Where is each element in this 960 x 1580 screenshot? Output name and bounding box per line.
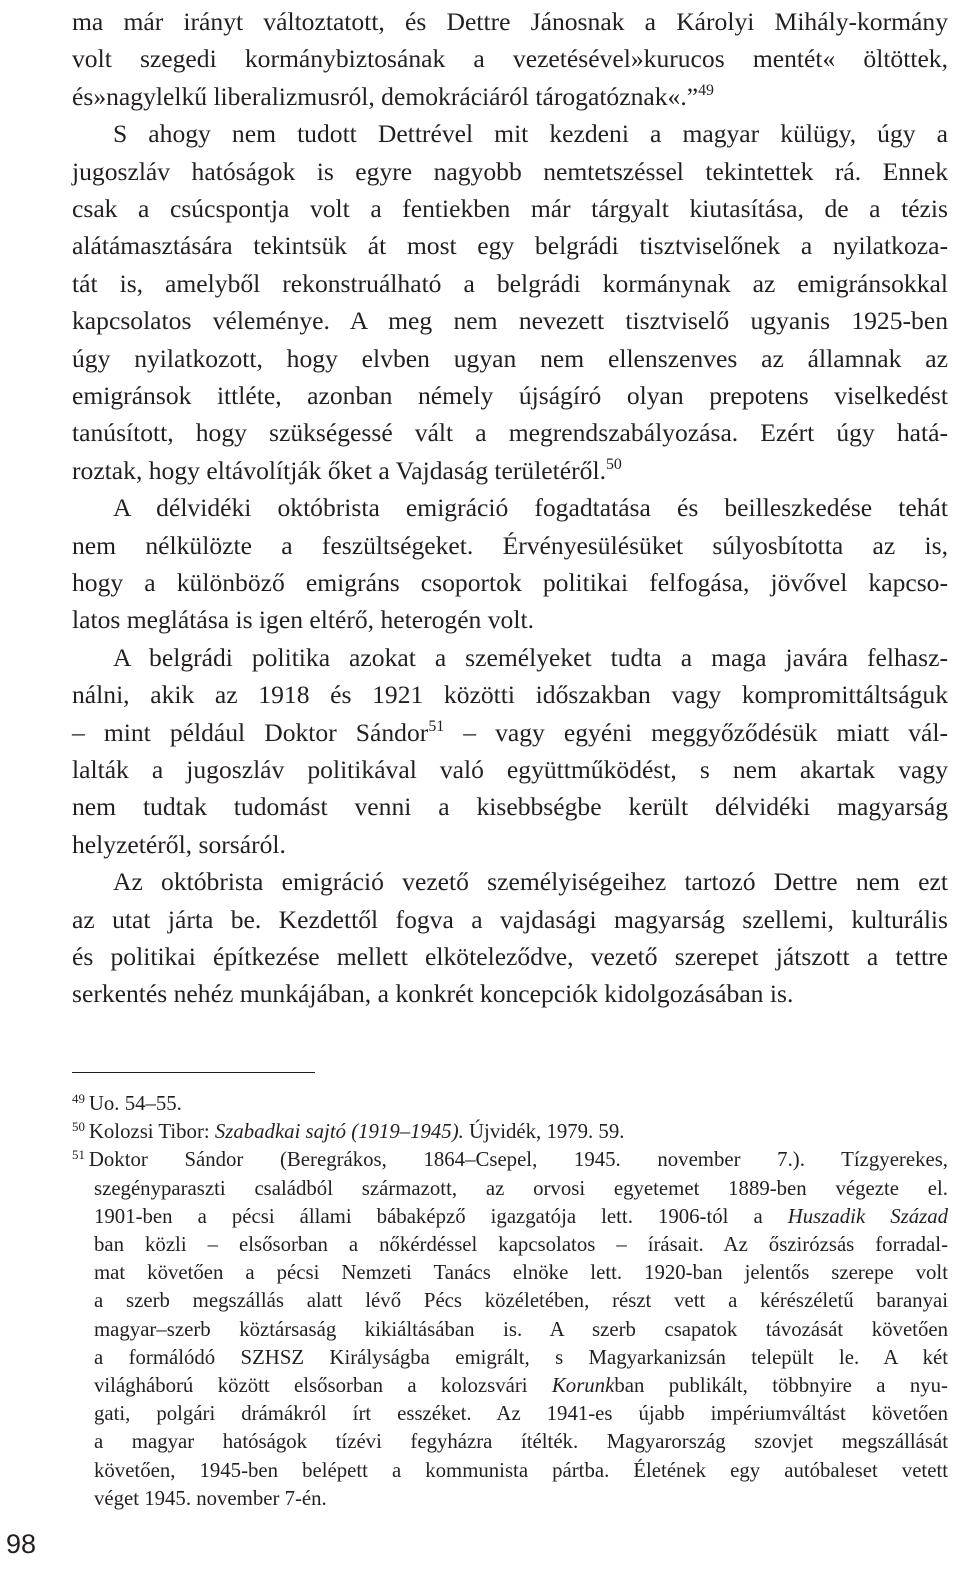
footnote-text: Uo. 54–55. (88, 1092, 182, 1115)
footnote-number: 50 (72, 1120, 85, 1135)
footnote-text: ban közli – elsősorban a nőkérdéssel kapcsolatos – írásait. Az őszirózsás forradal- (94, 1233, 948, 1256)
body-line-text: lalták a jugoszláv politikával való együttműködést, s nem akartak vagy (72, 755, 948, 784)
footnote-separator (72, 1072, 315, 1073)
footnote-text: szegényparaszti családból származott, az orvosi egyetemet 1889-ben végezte el. (94, 1176, 948, 1200)
body-line-text: jugoszláv hatóságok is egyre nagyobb nemtetszéssel tekintettek rá. Ennek (72, 156, 948, 186)
footnote-text: gati, polgári drámákról írt esszéket. Az 1941-es újabb impériumváltást követően (94, 1402, 948, 1426)
footnote-text: Újvidék, 1979. 59. (463, 1120, 625, 1144)
footnote-line (72, 1343, 948, 1372)
body-line (72, 527, 948, 565)
body-line (72, 452, 948, 490)
body-line (72, 78, 948, 116)
body-line (72, 3, 948, 41)
body-line-text: emigránsok ittléte, azonban némely újságíró olyan prepotens viselkedést (72, 381, 948, 410)
body-line (72, 826, 948, 864)
body-line (72, 975, 948, 1013)
footnote-line (72, 1258, 948, 1287)
body-line-text: és politikai építkezése mellett elköteleződve, vezető szerepet játszott a tettre (72, 942, 948, 971)
footnote-line (72, 1427, 948, 1456)
body-line-text: S ahogy nem tudott Dettrével mit kezdeni a magyar külügy, úgy a (113, 119, 948, 149)
footnote-text: mat követően a pécsi Nemzeti Tanács elnöke lett. 1920-ban jelentős szerepe volt (94, 1261, 948, 1285)
body-line (72, 938, 948, 976)
body-line-text: nem nélkülözte a feszültségeket. Érvényesülésüket súlyosbította az is, (72, 530, 948, 560)
body-line (72, 414, 948, 452)
footnote-italic-text: Szabadkai sajtó (1919–1945). (214, 1120, 464, 1144)
footnote-reference[interactable]: 50 (605, 455, 622, 473)
footnote-line (72, 1286, 948, 1315)
footnote-text: a magyar hatóságok tízévi fegyházra ítélték. Magyarország szovjet megszállását (94, 1430, 948, 1454)
body-line (72, 377, 948, 415)
body-line (72, 489, 948, 527)
body-line (72, 153, 948, 191)
body-line (72, 901, 948, 939)
body-line-text: ma már irányt változtatott, és Dettre Jánosnak a Károlyi Mihály-kormány (72, 7, 948, 36)
body-line-text: és»nagylelkű liberalizmusról, demokráciáról tárogatóznak«.” (72, 81, 699, 111)
body-line (72, 788, 948, 826)
body-line-text: tát is, amelyből rekonstruálható a belgrádi kormánynak az emigránsokkal (72, 268, 948, 298)
footnote-text: magyar–szerb köztársaság kikiáltásában is. A szerb csapatok távozását követően (94, 1317, 948, 1341)
page-number: 98 (6, 1529, 37, 1559)
body-line-text: hogy a különböző emigráns csoportok politikai felfogása, jövővel kapcso- (72, 568, 948, 597)
body-line (72, 751, 948, 789)
footnote-line (72, 1117, 948, 1146)
body-line-text: A délvidéki októbrista emigráció fogadtatása és beilleszkedése tehát (113, 493, 948, 523)
footnote-text: Doktor Sándor (Beregrákos, 1864–Csepel, 1945. november 7.). Tízgyerekes, (88, 1148, 948, 1172)
body-line-text: A belgrádi politika azokat a személyeket tudta a maga javára felhasz- (113, 642, 948, 672)
footnote-line (72, 1145, 948, 1174)
body-line (72, 115, 948, 153)
footnote-text: 1901-ben a pécsi állami bábaképző igazgatója lett. 1906-tól a (94, 1204, 788, 1228)
body-line-text: – mint például Doktor Sándor (72, 717, 429, 747)
body-line-text: kapcsolatos véleménye. A meg nem nevezett tisztviselő ugyanis 1925-ben (72, 306, 948, 336)
body-line (72, 863, 948, 901)
footnote-reference[interactable]: 49 (698, 81, 714, 99)
footnote-line (72, 1174, 948, 1203)
footnote-line (72, 1315, 948, 1344)
body-line-text: volt szegedi kormánybiztosának a vezetésével»kurucos mentét« öltöttek, (72, 44, 948, 74)
footnote-line (72, 1399, 948, 1428)
footnote-text: Kolozsi Tibor: (88, 1120, 215, 1144)
footnote-text: ban publikált, többnyire a nyu- (614, 1374, 948, 1397)
footnote-text: világháború között elsősorban a kolozsvári (94, 1374, 552, 1397)
body-line-text: nem tudtak tudomást venni a kisebbségbe került délvidéki magyarság (72, 792, 948, 822)
footnote-text: a szerb megszállás alatt lévő Pécs közéletében, részt vett a kérészéletű baranyai (94, 1289, 948, 1313)
body-line (72, 302, 948, 340)
footnote-line (72, 1202, 948, 1231)
footnote-italic-text: Korunk (551, 1374, 615, 1397)
body-line-text: Az októbrista emigráció vezető személyiségeihez tartozó Dettre nem ezt (113, 867, 948, 897)
body-line (72, 265, 948, 303)
footnote-number: 51 (72, 1148, 85, 1163)
footnote-line (72, 1230, 948, 1259)
body-line-text: tanúsított, hogy szükségessé vált a megrendszabályozása. Ezért úgy hatá- (72, 418, 948, 448)
body-line (72, 564, 948, 602)
body-line (72, 714, 948, 752)
body-line-text: latos meglátása is igen eltérő, heterogén volt. (72, 605, 534, 635)
footnote-text: a formálódó SZHSZ Királyságba emigrált, s Magyarkanizsán települt le. A két (94, 1345, 948, 1369)
body-line (72, 639, 948, 677)
body-line-text: alátámasztására tekintsük át most egy belgrádi tisztviselőnek a nyilatkoza- (72, 231, 948, 261)
body-line-text: úgy nyilatkozott, hogy elvben ugyan nem ellenszenves az államnak az (72, 343, 948, 373)
footnote-text: követően, 1945-ben belépett a kommunista pártba. Életének egy autóbaleset vetett (94, 1458, 948, 1482)
body-line (72, 340, 948, 378)
body-line-text: csak a csúcspontja volt a fentiekben már tárgyalt kiutasítása, de a tézis (72, 194, 948, 223)
body-line (72, 227, 948, 265)
body-line-text: nálni, akik az 1918 és 1921 közötti időszakban vagy kompromittáltságuk (72, 680, 948, 710)
body-line-text: helyzetéről, sorsáról. (72, 829, 286, 859)
body-line-text: serkentés nehéz munkájában, a konkrét koncepciók kidolgozásában is. (72, 979, 794, 1009)
body-line-text: – vagy egyéni meggyőződésük miatt vál- (444, 717, 948, 747)
footnote-italic-text: Huszadik Század (787, 1204, 949, 1228)
footnote-number: 49 (72, 1091, 85, 1106)
body-line (72, 601, 948, 639)
footnote-line (72, 1089, 948, 1118)
footnote-line (72, 1371, 948, 1400)
body-line-text: roztak, hogy eltávolítják őket a Vajdaság területéről. (72, 455, 606, 485)
footnote-line (72, 1456, 948, 1485)
body-line (72, 40, 948, 78)
footnote-line (72, 1484, 948, 1513)
footnote-text: véget 1945. november 7-én. (94, 1486, 327, 1510)
footnote-reference[interactable]: 51 (428, 717, 445, 735)
body-line-text: az utat járta be. Kezdettől fogva a vajdasági magyarság szellemi, kulturális (72, 904, 948, 934)
body-line (72, 676, 948, 714)
body-line (72, 190, 948, 228)
